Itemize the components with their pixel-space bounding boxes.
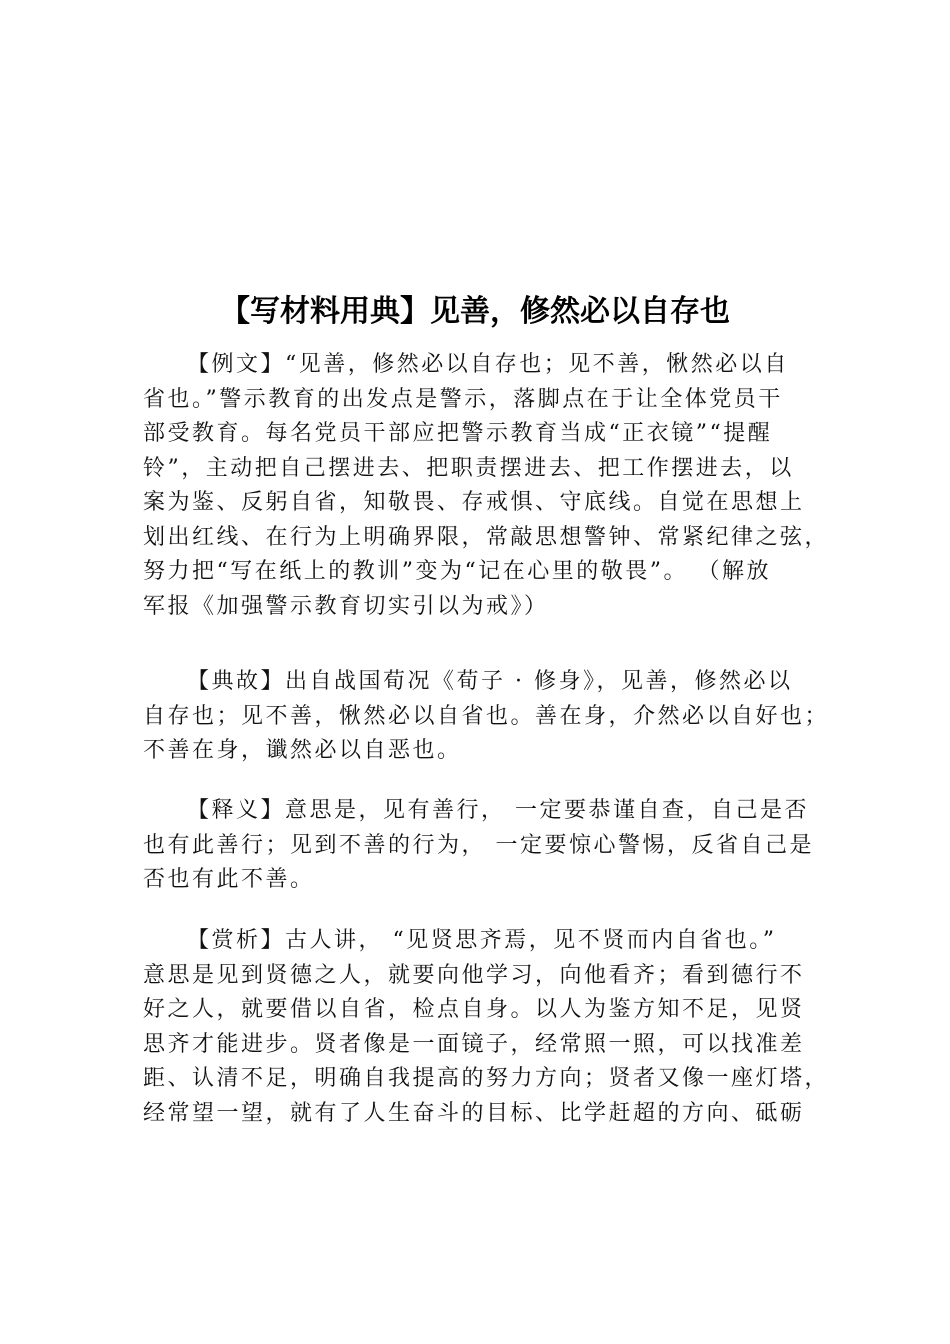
document-title: 【写材料用典】见善，修然必以自存也 (220, 294, 730, 329)
paragraph-line: 省也。”警示教育的出发点是警示，落脚点在于让全体党员干 (143, 386, 783, 412)
paragraph-line: 思齐才能进步。贤者像是一面镜子，经常照一照，可以找准差 (143, 1031, 805, 1057)
paragraph-line: 划出红线、在行为上明确界限，常敲思想警钟、常紧纪律之弦， (143, 524, 830, 550)
paragraph-allusion (143, 665, 833, 769)
paragraph-meaning (143, 794, 833, 898)
paragraph-line: 【释义】意思是，见有善行， 一定要恭谨自查，自己是否 (187, 798, 809, 823)
paragraph-line: 铃”，主动把自己摆进去、把职责摆进去、把工作摆进去，以 (143, 455, 794, 481)
paragraph-line: 【典故】出自战国荀况《荀子 · 修身》，见善，修然必以 (187, 669, 793, 694)
paragraph-line: 【例文】“见善，修然必以自存也；见不善，愀然必以自 (187, 352, 789, 377)
paragraph-line: 距、认清不足，明确自我提高的努力方向；贤者又像一座灯塔， (143, 1066, 830, 1091)
paragraph-line: 努力把“写在纸上的教训”变为“记在心里的敬畏”。 （解放 (143, 559, 771, 584)
paragraph-appreciation (143, 924, 833, 1131)
paragraph-line: 部受教育。每名党员干部应把警示教育当成“正衣镜”“提醒 (143, 421, 773, 446)
paragraph-line: 案为鉴、反躬自省，知敬畏、存戒惧、守底线。自觉在思想上 (143, 490, 805, 515)
paragraph-line: 好之人，就要借以自省，检点自身。以人为鉴方知不足，见贤 (143, 997, 805, 1022)
paragraph-line: 经常望一望，就有了人生奋斗的目标、比学赶超的方向、砥砺 (143, 1100, 805, 1126)
paragraph-line: 意思是见到贤德之人，就要向他学习，向他看齐；看到德行不 (143, 962, 805, 988)
paragraph-line: 军报《加强警示教育切实引以为戒》） (143, 593, 549, 619)
paragraph-line: 不善在身，谶然必以自恶也。 (143, 738, 462, 763)
paragraph-line: 【赏析】古人讲， “见贤思齐焉，见不贤而内自省也。” (187, 928, 777, 953)
paragraph-line: 自存也；见不善，愀然必以自省也。善在身，介然必以自好也； (143, 703, 830, 729)
paragraph-example (143, 348, 833, 624)
paragraph-line: 也有此善行；见到不善的行为， 一定要惊心警惕，反省自己是 (143, 832, 814, 858)
paragraph-line: 否也有此不善。 (143, 867, 315, 892)
